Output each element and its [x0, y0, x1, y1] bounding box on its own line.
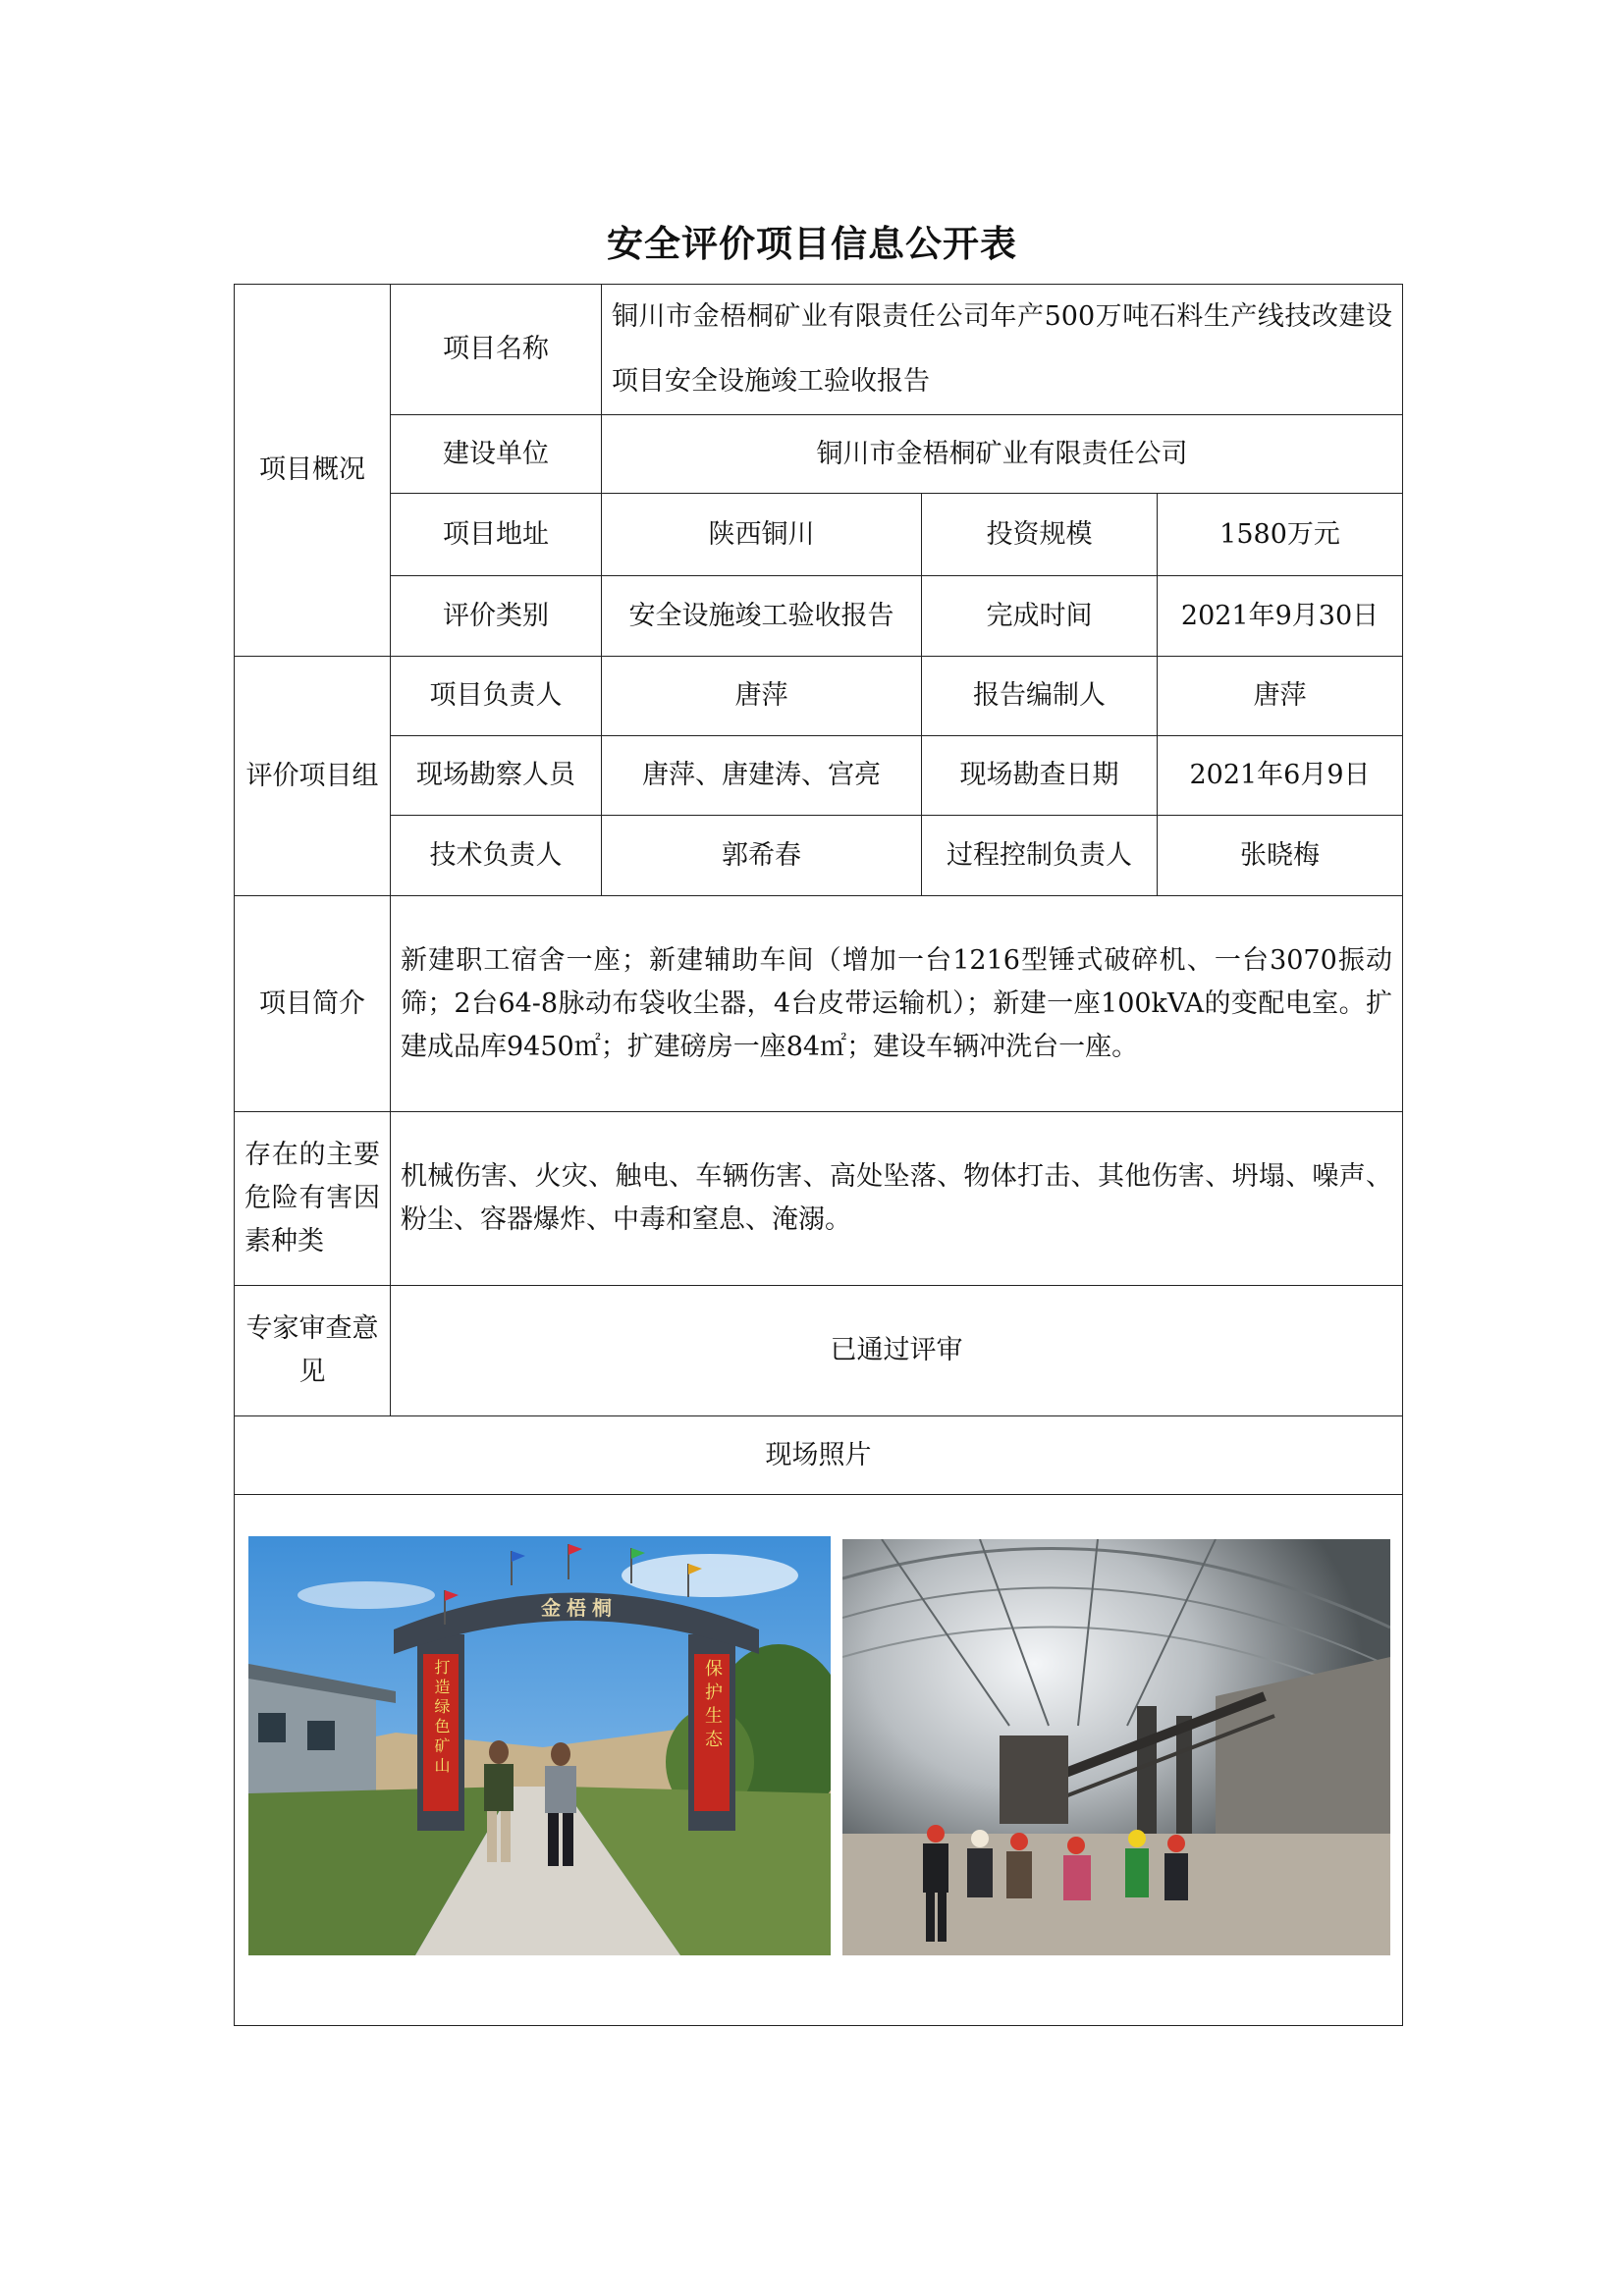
site-survey-value: 唐萍、唐建涛、宫亮 [602, 736, 922, 816]
process-control-label: 过程控制负责人 [922, 816, 1158, 896]
row-project-intro [235, 896, 1403, 1112]
photos-header: 现场照片 [235, 1416, 1403, 1495]
row-address [235, 494, 1403, 576]
project-intro-value [391, 896, 1403, 1112]
row-technical-lead [235, 816, 1403, 896]
project-intro-text: 新建职工宿舍一座；新建辅助车间（增加一台1216型锤式破碎机、一台3070振动筛；2台64-8脉动布袋收尘器，4台皮带运输机）；新建一座100kVA的变配电室。扩建成品库9450㎡；扩建磅房一座84㎡；建设车辆冲洗台一座。 [401, 944, 1393, 1062]
overview-category: 项目概况 [235, 285, 391, 657]
hazards-label [235, 1112, 391, 1286]
row-project-leader [235, 657, 1403, 736]
row-evaluation-type [235, 576, 1403, 657]
project-name-label: 项目名称 [391, 285, 602, 415]
project-name-text: 铜川市金梧桐矿业有限责任公司年产500万吨石料生产线技改建设项目安全设施竣工验收报告 [612, 301, 1393, 397]
evaluation-type-value: 安全设施竣工验收报告 [602, 576, 922, 657]
investment-value: 1580万元 [1158, 494, 1403, 576]
evaluation-type-label: 评价类别 [391, 576, 602, 657]
project-leader-value: 唐萍 [602, 657, 922, 736]
row-project-name [235, 285, 1403, 415]
hazards-label-text: 存在的主要危险有害因素种类 [244, 1140, 380, 1256]
page-title: 安全评价项目信息公开表 [607, 223, 1017, 265]
photos-cell [235, 1495, 1403, 2026]
site-photo-workshop [842, 1539, 1390, 1955]
expert-opinion-value: 已通过评审 [391, 1286, 1403, 1416]
construction-unit-value: 铜川市金梧桐矿业有限责任公司 [602, 415, 1403, 494]
gate-sign-text: 金梧桐 [541, 1596, 618, 1620]
row-expert-opinion [235, 1286, 1403, 1416]
technical-lead-label: 技术负责人 [391, 816, 602, 896]
finish-time-value: 2021年9月30日 [1158, 576, 1403, 657]
site-photo-gate [248, 1536, 831, 1955]
info-table [234, 284, 1403, 2026]
team-category: 评价项目组 [235, 657, 391, 896]
project-leader-label: 项目负责人 [391, 657, 602, 736]
gate-pillar-left-text: 打造绿色矿山 [432, 1659, 451, 1777]
finish-time-label: 完成时间 [922, 576, 1158, 657]
row-photos [235, 1495, 1403, 2026]
hazards-value [391, 1112, 1403, 1286]
report-author-value: 唐萍 [1158, 657, 1403, 736]
workshop-photo-image [842, 1539, 1390, 1955]
address-label: 项目地址 [391, 494, 602, 576]
site-survey-label: 现场勘察人员 [391, 736, 602, 816]
project-name-value [602, 285, 1403, 415]
photos-container [235, 1495, 1402, 2025]
investment-label: 投资规模 [922, 494, 1158, 576]
row-photos-header [235, 1416, 1403, 1495]
technical-lead-value: 郭希春 [602, 816, 922, 896]
report-author-label: 报告编制人 [922, 657, 1158, 736]
survey-date-label: 现场勘查日期 [922, 736, 1158, 816]
hazards-text: 机械伤害、火灾、触电、车辆伤害、高处坠落、物体打击、其他伤害、坍塌、噪声、粉尘、容器爆炸、中毒和窒息、淹溺。 [401, 1161, 1393, 1235]
row-site-survey [235, 736, 1403, 816]
survey-date-value: 2021年6月9日 [1158, 736, 1403, 816]
row-hazards [235, 1112, 1403, 1286]
address-value: 陕西铜川 [602, 494, 922, 576]
construction-unit-label: 建设单位 [391, 415, 602, 494]
process-control-value: 张晓梅 [1158, 816, 1403, 896]
row-construction-unit [235, 415, 1403, 494]
gate-pillar-right-text: 保护生态 [702, 1659, 723, 1753]
expert-opinion-label: 专家审查意见 [235, 1286, 391, 1416]
project-intro-label: 项目简介 [235, 896, 391, 1112]
